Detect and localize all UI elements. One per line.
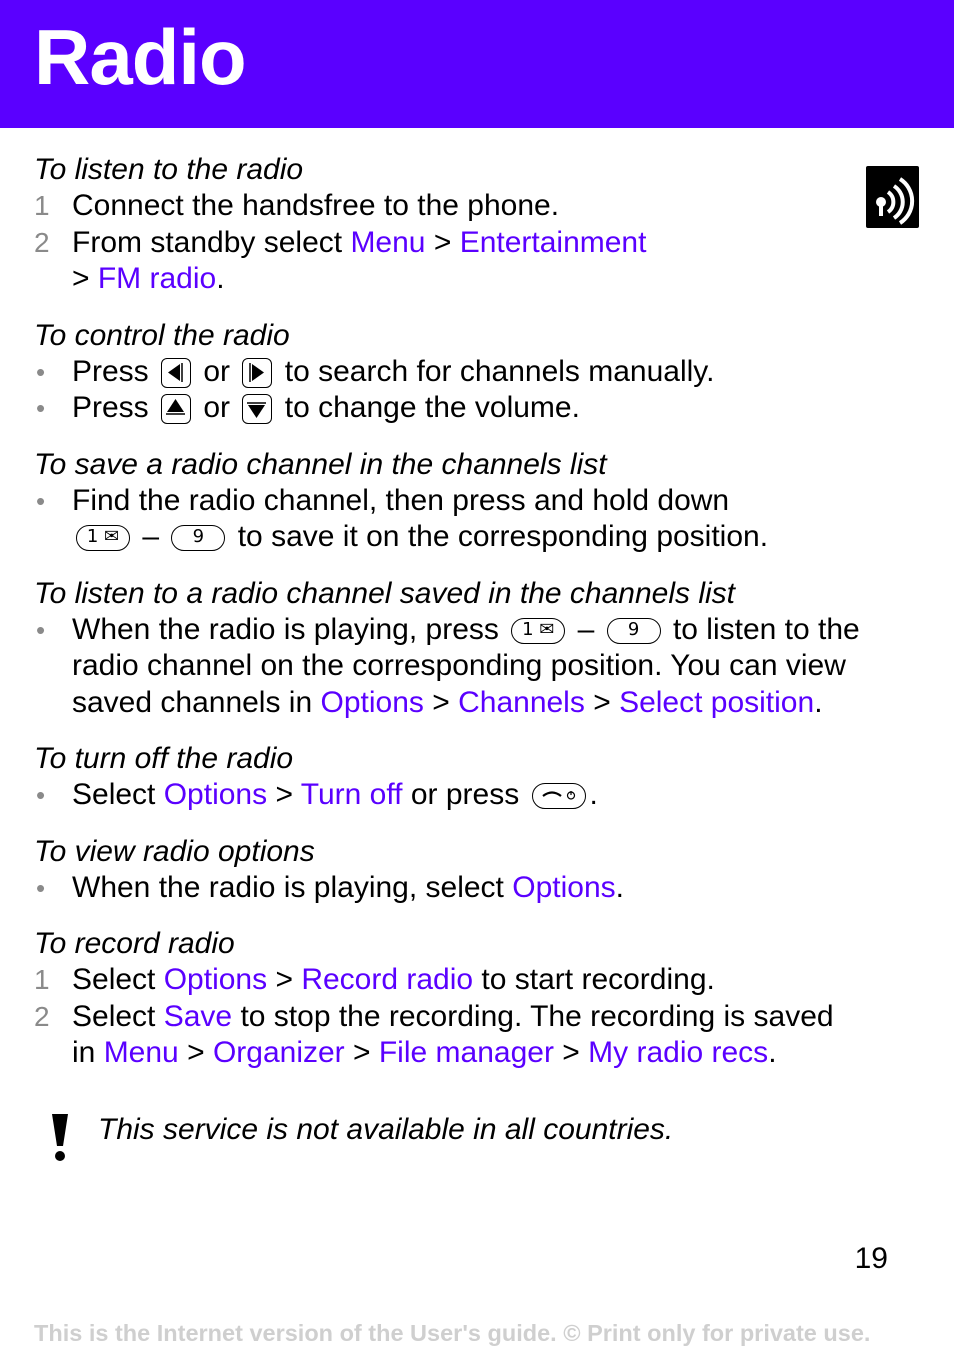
section-heading: To control the radio: [34, 318, 290, 352]
bullet-marker: •: [36, 614, 46, 645]
range-dash: –: [142, 520, 160, 553]
bullet-text: to search for channels manually.: [284, 354, 715, 388]
section-heading: To view radio options: [34, 834, 315, 868]
bullet-text: When the radio is playing, select: [72, 870, 513, 904]
content: [34, 152, 914, 1072]
entertainment-link[interactable]: Entertainment: [459, 225, 647, 259]
step-item: [34, 999, 914, 1036]
step-number: 2: [34, 1000, 50, 1032]
bullet-marker: •: [36, 393, 46, 423]
menu-link[interactable]: Menu: [350, 225, 426, 259]
channels-link[interactable]: Channels: [458, 685, 585, 719]
key-1-icon: 1 ✉: [76, 525, 130, 551]
step-item: [34, 188, 914, 225]
note: [34, 1108, 914, 1164]
file-manager-link[interactable]: File manager: [378, 1036, 554, 1069]
section-heading: To record radio: [34, 927, 235, 960]
options-link[interactable]: Options: [512, 870, 616, 904]
path-separator: >: [553, 1036, 589, 1069]
bullet-text: to save it on the corresponding position.: [237, 520, 769, 553]
section-listen-saved: [34, 576, 914, 722]
step-number: 1: [34, 190, 50, 221]
key-1-icon: 1 ✉: [511, 618, 565, 644]
step-text: Connect the handsfree to the phone.: [72, 189, 560, 222]
section-options: [34, 834, 914, 907]
bullet-text: to listen to the: [672, 612, 860, 646]
bullet-item: [34, 354, 914, 391]
bullet-continuation: [34, 519, 914, 556]
bullet-text: Press: [72, 354, 149, 388]
menu-link[interactable]: Menu: [103, 1036, 179, 1069]
punctuation: .: [814, 685, 823, 719]
bullet-continuation: [34, 648, 914, 685]
punctuation: .: [589, 778, 598, 811]
step-text: From standby select: [72, 225, 351, 259]
step-number: 2: [34, 226, 50, 258]
step-item: [34, 962, 914, 999]
page-title: Radio: [34, 13, 246, 101]
page-number: 19: [854, 1242, 888, 1275]
nav-right-key-icon: [242, 358, 272, 388]
section-save: [34, 447, 914, 556]
key-9-icon: 9: [171, 525, 225, 551]
bullet-item: [34, 390, 914, 427]
options-link[interactable]: Options: [163, 963, 268, 996]
bullet-marker: •: [36, 485, 46, 516]
note-text: This service is not available in all countries.: [98, 1113, 674, 1146]
section-turn-off: [34, 741, 914, 814]
path-separator: >: [423, 685, 459, 719]
section-listen: [34, 152, 914, 298]
path-separator: >: [584, 685, 620, 719]
my-radio-recs-link[interactable]: My radio recs: [588, 1036, 769, 1069]
bullet-text: Find the radio channel, then press and hold down: [72, 483, 730, 517]
bullet-text: Press: [72, 391, 149, 424]
footer-disclaimer: This is the Internet version of the User's guide. © Print only for private use.: [34, 1320, 871, 1346]
bullet-text: or press: [402, 778, 520, 811]
bullet-text: or: [203, 391, 231, 424]
key-9-icon: 9: [607, 618, 661, 644]
bullet-text: radio channel on the corresponding position. You can view: [72, 649, 846, 682]
step-text: to start recording.: [473, 963, 715, 996]
path-separator: >: [344, 1036, 379, 1069]
bullet-continuation: [34, 685, 914, 722]
punctuation: .: [768, 1036, 777, 1069]
path-separator: >: [425, 225, 460, 259]
bullet-item: [34, 612, 914, 649]
step-continuation: [34, 261, 914, 298]
step-continuation: [34, 1035, 914, 1072]
step-text: Select: [72, 963, 164, 996]
select-position-link[interactable]: Select position: [619, 685, 815, 719]
turn-off-link[interactable]: Turn off: [300, 778, 403, 811]
exclamation-icon: [48, 1110, 72, 1162]
step-text: Select: [72, 999, 164, 1033]
nav-down-key-icon: [242, 394, 272, 424]
step-number: 1: [34, 964, 50, 995]
path-separator: >: [72, 262, 98, 295]
bullet-marker: •: [36, 872, 46, 903]
section-heading: To listen to the radio: [34, 153, 304, 186]
nav-up-key-icon: [161, 394, 191, 424]
bullet-item: [34, 483, 914, 520]
bullet-marker: •: [36, 356, 46, 387]
section-heading: To save a radio channel in the channels list: [34, 447, 607, 481]
record-radio-link[interactable]: Record radio: [301, 963, 474, 996]
bullet-text: or: [203, 354, 231, 388]
section-control: [34, 318, 914, 427]
bullet-text: When the radio is playing, press: [72, 612, 499, 646]
end-key-icon: [532, 783, 586, 809]
punctuation: .: [216, 262, 225, 295]
step-item: [34, 225, 914, 262]
bullet-text: Select: [72, 778, 164, 811]
path-separator: >: [267, 963, 302, 996]
options-link[interactable]: Options: [320, 685, 424, 719]
bullet-text: saved channels in: [72, 685, 321, 719]
path-separator: >: [178, 1036, 213, 1069]
bullet-item: [34, 777, 914, 814]
section-record: [34, 926, 914, 1072]
bullet-item: [34, 870, 914, 907]
save-link[interactable]: Save: [163, 999, 233, 1033]
organizer-link[interactable]: Organizer: [212, 1036, 345, 1069]
bullet-text: to change the volume.: [284, 391, 580, 424]
step-text: in: [72, 1036, 104, 1069]
page-header: [0, 0, 954, 128]
section-heading: To turn off the radio: [34, 742, 294, 775]
punctuation: .: [615, 870, 624, 904]
range-dash: –: [577, 612, 595, 646]
fm-radio-link[interactable]: FM radio: [97, 262, 217, 295]
options-link[interactable]: Options: [163, 778, 268, 811]
path-separator: >: [267, 778, 301, 811]
nav-left-key-icon: [161, 358, 191, 388]
step-text: to stop the recording. The recording is saved: [232, 999, 834, 1033]
bullet-marker: •: [36, 780, 46, 810]
section-heading: To listen to a radio channel saved in the channels list: [34, 576, 736, 610]
